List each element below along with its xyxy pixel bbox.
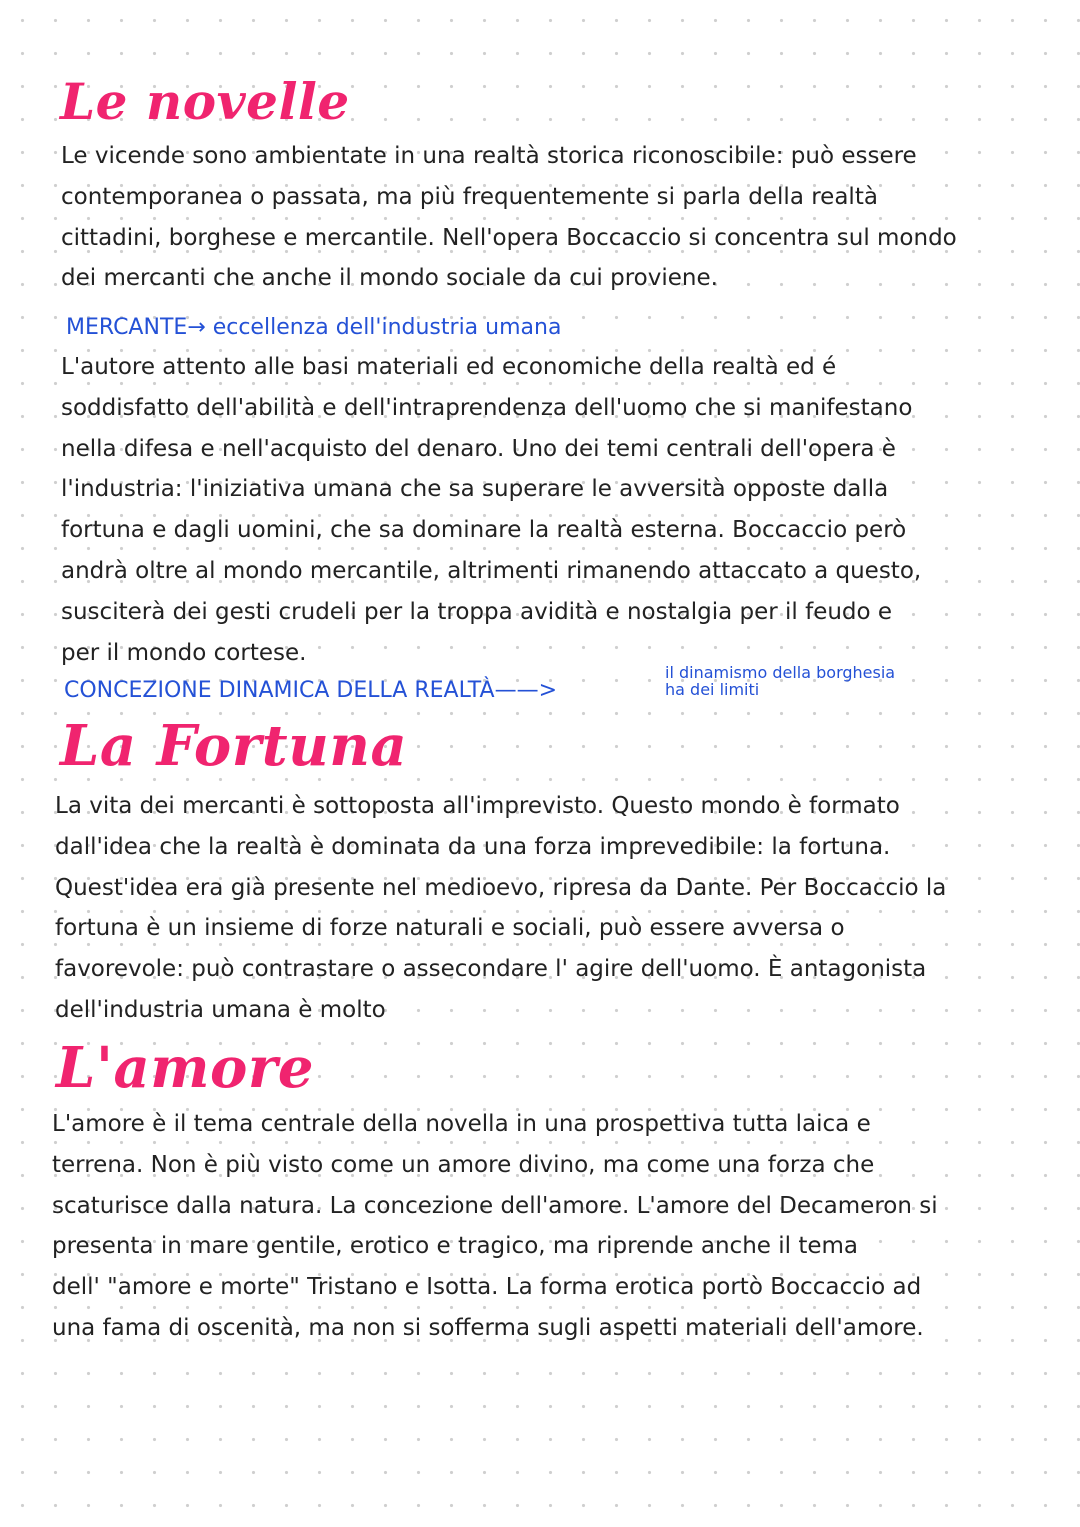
text-line: soddisfatto dell'abilità e dell'intraprendenza dell'uomo che si manifestano <box>61 394 913 421</box>
text-line: dell'industria umana è molto <box>55 996 386 1023</box>
heading-le-novelle: Le novelle <box>60 72 350 131</box>
text-line: fortuna e dagli uomini, che sa dominare la realtà esterna. Boccaccio però <box>61 517 907 544</box>
text-line: dell' "amore e morte" Tristano e Isotta. La forma erotica portò Boccaccio ad <box>52 1274 922 1301</box>
text-line: contemporanea o passata, ma più frequentemente si parla della realtà <box>61 183 878 210</box>
text-line: dall'idea che la realtà è dominata da una forza imprevedibile: la fortuna. <box>55 833 891 860</box>
paragraph-novelle-intro <box>61 136 957 299</box>
text-line: l'industria: l'iniziativa umana che sa superare le avversità opposte dalla <box>61 476 889 503</box>
annotation-concezione-dinamica: CONCEZIONE DINAMICA DELLA REALTÀ——> <box>64 678 558 703</box>
text-line: terrena. Non è più visto come un amore divino, ma come una forza che <box>52 1151 875 1178</box>
text-line: scaturisce dalla natura. La concezione dell'amore. L'amore del Decameron si <box>52 1192 938 1219</box>
paragraph-fortuna <box>55 786 946 1031</box>
annotation-mercante: MERCANTE→ eccellenza dell'industria umana <box>66 315 562 340</box>
text-line: favorevole: può contrastare o assecondare l' agire dell'uomo. È antagonista <box>55 956 927 983</box>
text-line: La vita dei mercanti è sottoposta all'imprevisto. Questo mondo è formato <box>55 793 900 819</box>
text-line: Le vicende sono ambientate in una realtà storica riconoscibile: può essere <box>61 143 917 169</box>
text-line: ha dei limiti <box>665 680 760 699</box>
text-line: Quest'idea era già presente nel medioevo, ripresa da Dante. Per Boccaccio la <box>55 874 947 901</box>
text-line: L'autore attento alle basi materiali ed economiche della realtà ed é <box>61 354 837 380</box>
heading-la-fortuna: La Fortuna <box>60 713 408 779</box>
paragraph-novelle-autore <box>61 347 921 673</box>
text-line: cittadini, borghese e mercantile. Nell'opera Boccaccio si concentra sul mondo <box>61 224 957 251</box>
text-line: nella difesa e nell'acquisto del denaro. Uno dei temi centrali dell'opera è <box>61 435 896 462</box>
heading-l-amore: L'amore <box>56 1035 315 1101</box>
text-line: fortuna è un insieme di forze naturali e sociali, può essere avversa o <box>55 915 845 942</box>
text-line: il dinamismo della borghesia <box>665 663 896 682</box>
text-line: susciterà dei gesti crudeli per la troppa avidità e nostalgia per il feudo e <box>61 598 893 625</box>
text-line: dei mercanti che anche il mondo sociale da cui proviene. <box>61 265 718 292</box>
text-line: per il mondo cortese. <box>61 639 307 666</box>
annotation-dinamismo-borghesia <box>665 664 895 698</box>
paragraph-amore <box>52 1104 938 1349</box>
text-line: andrà oltre al mondo mercantile, altrimenti rimanendo attaccato a questo, <box>61 557 922 584</box>
text-line: L'amore è il tema centrale della novella in una prospettiva tutta laica e <box>52 1111 871 1137</box>
text-line: presenta in mare gentile, erotico e tragico, ma riprende anche il tema <box>52 1233 858 1260</box>
text-line: una fama di oscenità, ma non si sofferma sugli aspetti materiali dell'amore. <box>52 1314 924 1341</box>
